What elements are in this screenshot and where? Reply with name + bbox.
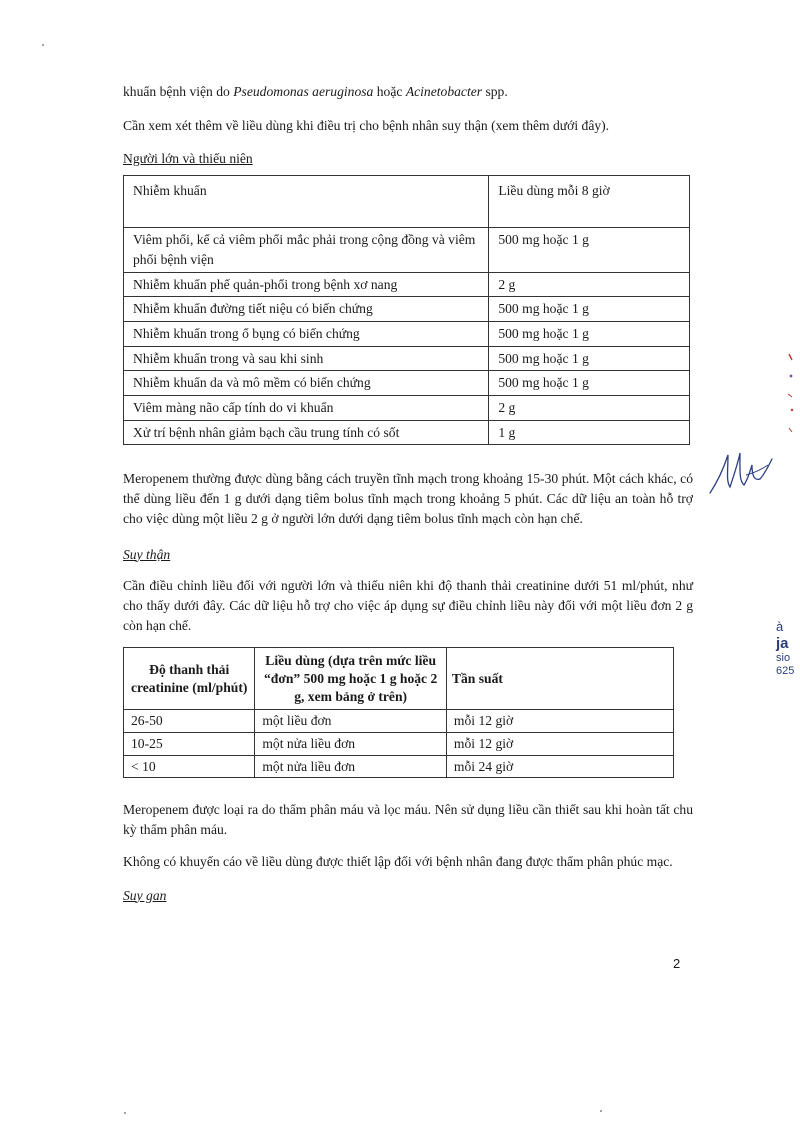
dose-cell: 500 mg hoặc 1 g bbox=[489, 371, 690, 396]
table-row bbox=[124, 346, 690, 371]
table-row bbox=[124, 228, 690, 272]
renal-table-header-dose: Liều dùng (dựa trên mức liều “đơn” 500 mg hoặc 1 g hoặc 2 g, xem bảng ở trên) bbox=[255, 648, 447, 710]
clearance-cell: 10-25 bbox=[124, 733, 255, 756]
dose-cell: 1 g bbox=[489, 420, 690, 445]
infection-cell: Nhiễm khuẩn trong ổ bụng có biến chứng bbox=[124, 321, 489, 346]
dose-cell: một nửa liều đơn bbox=[255, 755, 447, 778]
renal-dose-table bbox=[123, 647, 674, 778]
dose-table bbox=[123, 175, 690, 445]
dose-cell: một liều đơn bbox=[255, 710, 447, 733]
dose-cell: 500 mg hoặc 1 g bbox=[489, 346, 690, 371]
scan-speck bbox=[124, 1112, 126, 1114]
dose-table-header-row bbox=[124, 176, 690, 228]
dialysis-paragraph: Meropenem được loại ra do thẩm phân máu và lọc máu. Nên sử dụng liều cần thiết sau khi hoàn tất chu kỳ thẩm phân máu. bbox=[123, 802, 693, 838]
infection-cell: Viêm phổi, kể cả viêm phổi mắc phải trong cộng đồng và viêm phổi bệnh viện bbox=[124, 228, 489, 272]
stamp-edge-marks bbox=[783, 350, 797, 450]
infection-cell: Nhiễm khuẩn đường tiết niệu có biến chứng bbox=[124, 297, 489, 322]
handwritten-signature bbox=[706, 445, 776, 501]
table-row bbox=[124, 396, 690, 421]
table-row bbox=[124, 297, 690, 322]
frequency-cell: mỗi 12 giờ bbox=[446, 733, 673, 756]
section-heading-renal: Suy thận bbox=[123, 546, 171, 562]
page-content bbox=[123, 82, 693, 905]
intro-text-2: hoặc bbox=[373, 84, 406, 99]
renal-note: Cần xem xét thêm về liều dùng khi điều trị cho bệnh nhân suy thận (xem thêm dưới đây). bbox=[123, 117, 610, 133]
scan-speck bbox=[600, 1110, 602, 1112]
dose-cell: một nửa liều đơn bbox=[255, 733, 447, 756]
frequency-cell: mỗi 12 giờ bbox=[446, 710, 673, 733]
dose-cell: 500 mg hoặc 1 g bbox=[489, 321, 690, 346]
peritoneal-paragraph: Không có khuyến cáo về liều dùng được thiết lập đối với bệnh nhân đang được thẩm phân phúc mạc. bbox=[123, 853, 673, 869]
infection-cell: Nhiễm khuẩn da và mô mềm có biến chứng bbox=[124, 371, 489, 396]
clearance-cell: < 10 bbox=[124, 755, 255, 778]
table-row bbox=[124, 321, 690, 346]
table-row bbox=[124, 272, 690, 297]
organism-acinetobacter: Acinetobacter bbox=[405, 84, 483, 99]
dose-cell: 2 g bbox=[489, 396, 690, 421]
dose-cell: 500 mg hoặc 1 g bbox=[489, 297, 690, 322]
stamp-line: sio bbox=[776, 652, 791, 665]
intro-line bbox=[123, 82, 693, 102]
infection-cell: Viêm màng não cấp tính do vi khuẩn bbox=[124, 396, 489, 421]
infusion-paragraph: Meropenem thường được dùng bằng cách truyền tĩnh mạch trong khoảng 15-30 phút. Một cách khác, có thể dùng liều đến 1 g dưới dạng tiêm bolus tĩnh mạch trong khoảng 5 phút. Các dữ liệu an toàn hỗ trợ cho việc dùng một liều 2 g ở người lớn dưới dạng tiêm bolus tĩnh mạch còn hạn chế. bbox=[123, 471, 693, 526]
scan-speck bbox=[42, 44, 44, 46]
table-row bbox=[124, 710, 674, 733]
clearance-cell: 26-50 bbox=[124, 710, 255, 733]
table-row bbox=[124, 733, 674, 756]
infection-cell: Nhiễm khuẩn trong và sau khi sinh bbox=[124, 346, 489, 371]
intro-text-3: spp. bbox=[482, 84, 508, 99]
frequency-cell: mỗi 24 giờ bbox=[446, 755, 673, 778]
dose-cell: 500 mg hoặc 1 g bbox=[489, 228, 690, 272]
section-heading-hepatic: Suy gan bbox=[123, 887, 167, 903]
stamp-line: 625 bbox=[776, 664, 795, 677]
dose-cell: 2 g bbox=[489, 272, 690, 297]
stamp-line: ja bbox=[776, 634, 789, 652]
renal-paragraph: Cần điều chỉnh liều đối với người lớn và thiếu niên khi độ thanh thải creatinine dưới 51 ml/phút, như cho thấy dưới đây. Các dữ liệu hỗ trợ cho việc áp dụng sự điều chỉnh liều này đối với một liều đơn 2 g còn hạn chế. bbox=[123, 578, 693, 633]
stamp-line: à bbox=[776, 619, 784, 634]
renal-table-header-frequency: Tần suất bbox=[446, 648, 673, 710]
dose-table-header-dose: Liều dùng mỗi 8 giờ bbox=[489, 176, 690, 228]
infection-cell: Nhiễm khuẩn phế quản-phổi trong bệnh xơ nang bbox=[124, 272, 489, 297]
stamp-fragment bbox=[776, 620, 794, 677]
table-row bbox=[124, 420, 690, 445]
section-heading-adults: Người lớn và thiếu niên bbox=[123, 151, 253, 167]
organism-pseudomonas: Pseudomonas aeruginosa bbox=[233, 84, 374, 99]
renal-table-header-clearance: Độ thanh thải creatinine (ml/phút) bbox=[124, 648, 255, 710]
intro-text-1: khuẩn bệnh viện do bbox=[123, 84, 234, 99]
page-number: 2 bbox=[673, 956, 681, 971]
renal-table-header-row bbox=[124, 648, 674, 710]
dose-table-header-infection: Nhiễm khuẩn bbox=[124, 176, 489, 228]
table-row bbox=[124, 755, 674, 778]
infection-cell: Xử trí bệnh nhân giảm bạch cầu trung tính có sốt bbox=[124, 420, 489, 445]
table-row bbox=[124, 371, 690, 396]
